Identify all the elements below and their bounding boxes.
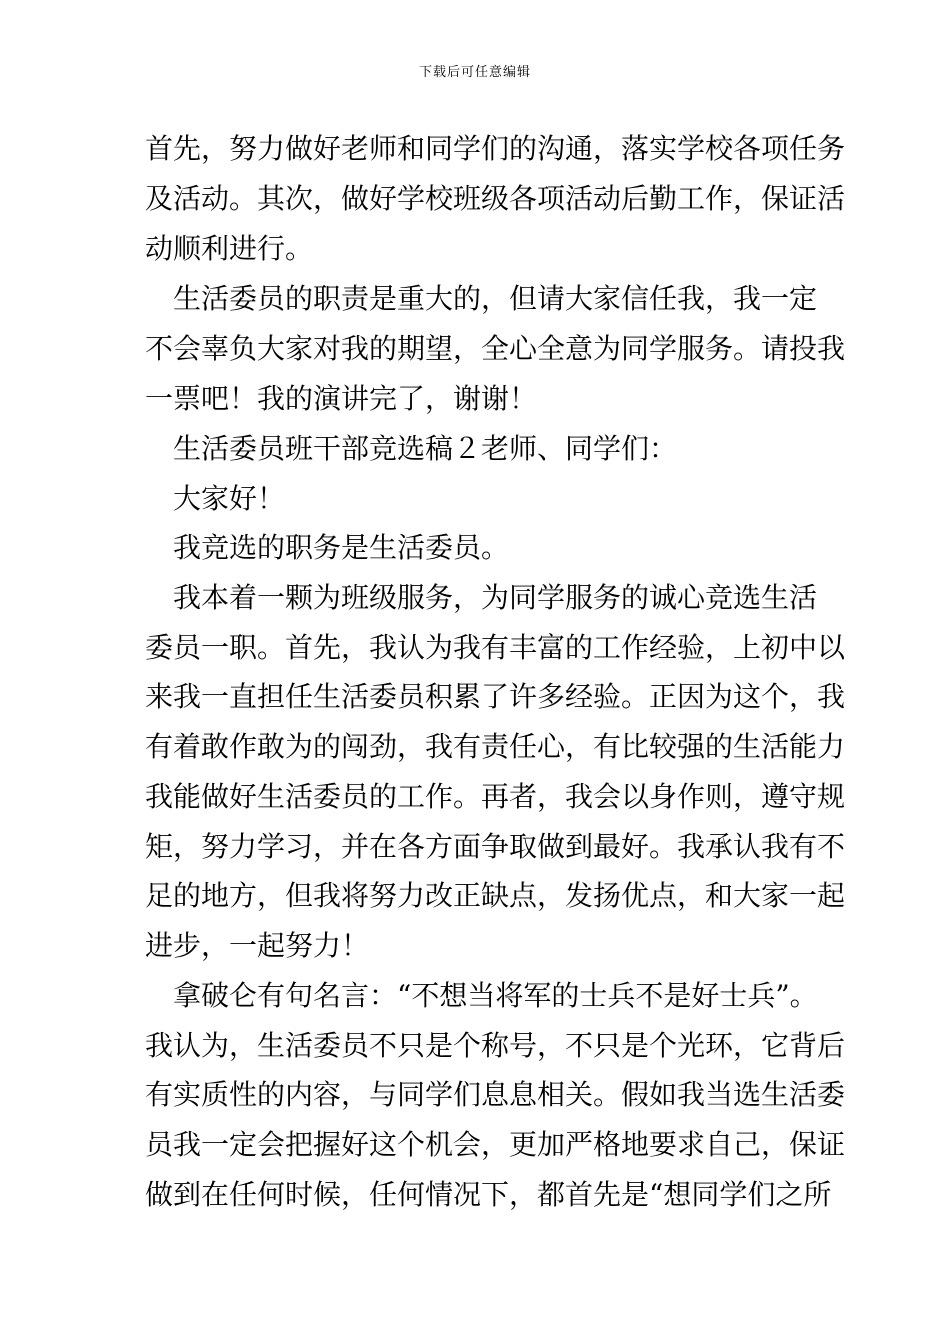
body-text-line: 我竞选的职务是生活委员。	[145, 531, 510, 564]
body-text-line: 矩，努力学习，并在各方面争取做到最好。我承认我有不	[145, 830, 846, 863]
body-text-line: 我认为，生活委员不只是个称号，不只是个光环，它背后	[145, 1029, 846, 1062]
body-text-line: 拿破仑有句名言：“不想当将军的士兵不是好士兵”。	[145, 979, 818, 1012]
body-text-line: 首先，努力做好老师和同学们的沟通，落实学校各项任务	[145, 132, 846, 165]
body-text-line: 及活动。其次，做好学校班级各项活动后勤工作，保证活	[145, 182, 846, 215]
body-text-line: 有着敢作敢为的闯劲，我有责任心，有比较强的生活能力	[145, 730, 846, 763]
body-text-line: 来我一直担任生活委员积累了许多经验。正因为这个，我	[145, 680, 846, 713]
body-text-line: 我本着一颗为班级服务，为同学服务的诚心竞选生活	[145, 581, 818, 614]
body-text-line: 一票吧！我的演讲完了，谢谢！	[145, 382, 538, 415]
greeting-line: 大家好！	[145, 482, 286, 515]
body-text-line: 我能做好生活委员的工作。再者，我会以身作则，遵守规	[145, 780, 846, 813]
body-text-line: 员我一定会把握好这个机会，更加严格地要求自己，保证	[145, 1128, 846, 1161]
body-text-line: 做到在任何时候，任何情况下，都首先是“想同学们之所	[145, 1178, 832, 1211]
body-text-line: 委员一职。首先，我认为我有丰富的工作经验，上初中以	[145, 631, 846, 664]
body-text-line: 足的地方，但我将努力改正缺点，发扬优点，和大家一起	[145, 879, 846, 912]
section-title: 生活委员班干部竞选稿２老师、同学们：	[145, 432, 678, 465]
body-text-line: 有实质性的内容，与同学们息息相关。假如我当选生活委	[145, 1078, 846, 1111]
body-text-line: 不会辜负大家对我的期望，全心全意为同学服务。请投我	[145, 332, 846, 365]
body-text-line: 进步，一起努力！	[145, 929, 370, 962]
page-header: 下载后可任意编辑	[418, 65, 531, 80]
body-text-line: 生活委员的职责是重大的，但请大家信任我，我一定	[145, 282, 818, 315]
body-text-line: 动顺利进行。	[145, 232, 314, 265]
